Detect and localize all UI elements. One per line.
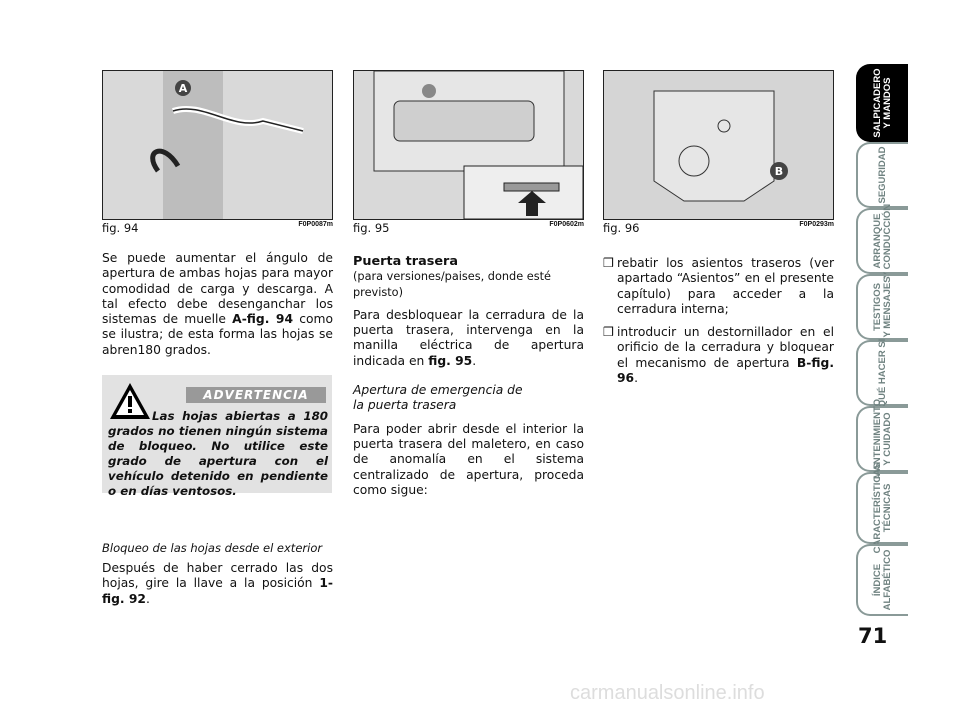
tab-indice-alfabetico[interactable] [856,544,908,616]
tab-label: SEGURIDAD [877,146,888,204]
col2-paragraph-1 [353,308,584,369]
figure-96-image [603,70,834,220]
tab-testigos-y-mensajes[interactable] [856,274,908,340]
col2-paragraph-2: Para poder abrir desde el interior la puerta trasera del maletero, en caso de anomalía en el sistema centralizado de apertura, proceda como sigue: [353,421,584,497]
tab-label: TESTIGOS Y MENSAJES [872,276,893,338]
tab-label: ARRANQUE Y CONDUCCIÓN [872,203,893,279]
figure-code: F0P0293m [799,221,834,228]
text: rebatir los asientos traseros (ver apartado “Asientos” en el presente capítulo) para acceder a la cerradura interna; [617,256,834,316]
col3-text [603,256,834,394]
figure-94-image [102,70,333,220]
lock-mechanism-illustration [604,71,833,219]
col1-paragraph-1 [102,251,333,358]
tab-seguridad[interactable] [856,142,908,208]
tab-label: ÍNDICE ALFABÉTICO [872,549,893,611]
text: Se puede aumentar el ángulo de apertura de ambas hojas para mayor comodidad de carga y descarga. A tal efecto debe desenganchar los sistemas de muelle [102,251,333,327]
caption-label: fig. 96 [603,221,640,235]
text: . [634,371,639,386]
checkbox-bullet-icon: ❒ [603,256,615,270]
text: . [472,353,477,368]
figure-reference: B-fig. 96 [617,355,834,386]
warning-title: ADVERTENCIA [186,387,326,403]
figure-reference: 1-fig. 92 [102,576,333,606]
watermark: carmanualsonline.info [570,682,765,704]
figure-code: F0P0087m [298,221,333,228]
bullet-item [603,325,834,386]
section-note: (para versiones/paises, donde esté previsto) [353,270,551,299]
tab-label: SALPICADERO Y MANDOS [872,68,893,138]
figure-94-caption [102,221,333,235]
tab-que-hacer-si[interactable] [856,340,908,406]
caption-label: fig. 95 [353,221,390,235]
section-heading: Puerta trasera [353,254,458,269]
tab-label: QUÉ HACER SI [877,338,888,408]
callout-b: B [774,165,784,178]
col1-paragraph-2 [102,561,333,607]
tab-caracteristicas-tecnicas[interactable] [856,462,908,554]
bullet-item [603,256,834,317]
warning-text: Las hojas abiertas a 180 grados no tienen ningún sistema de bloqueo. No utilice este grado de apertura con el vehículo detenido en pendiente o en días ventosos. [108,409,328,498]
figure-95-caption [353,221,584,235]
text: como se ilustra; de esta forma las hojas se abren180 grados. [102,312,334,357]
page-number: 71 [858,624,888,648]
figure-95-image [353,70,584,220]
tab-salpicadero-y-mandos[interactable] [856,64,908,142]
figure-96-caption [603,221,834,235]
door-spring-illustration [103,71,332,219]
tab-label: MANTENIMIENTO Y CUIDADO [872,398,893,480]
tab-arranque-y-conduccion[interactable] [856,203,908,279]
callout-a: A [178,82,188,95]
text: Después de haber cerrado las dos hojas, gire la llave a la posición [102,561,333,591]
caption-label: fig. 94 [102,221,139,235]
text: Para desbloquear la cerradura de la puerta trasera, intervenga en la manilla eléctrica de apertura indicada en [353,307,584,368]
text: . [145,591,150,606]
warning-box [102,375,332,498]
figure-reference: A-fig. 94 [232,312,294,327]
col1-subheading: Bloqueo de las hojas desde el exterior [102,541,323,555]
col2-text [353,254,584,506]
text: introducir un destornillador en el orificio de la cerradura y bloquear el mecanismo de apertura [617,325,834,370]
figure-reference: fig. 95 [428,353,473,368]
rear-door-handle-illustration [354,71,583,219]
col2-subheading: Apertura de emergencia de la puerta trasera [353,383,523,413]
tab-label: CARACTERÍSTICAS TÉCNICAS [872,462,893,554]
checkbox-bullet-icon: ❒ [603,325,615,340]
figure-code: F0P0602m [549,221,584,228]
